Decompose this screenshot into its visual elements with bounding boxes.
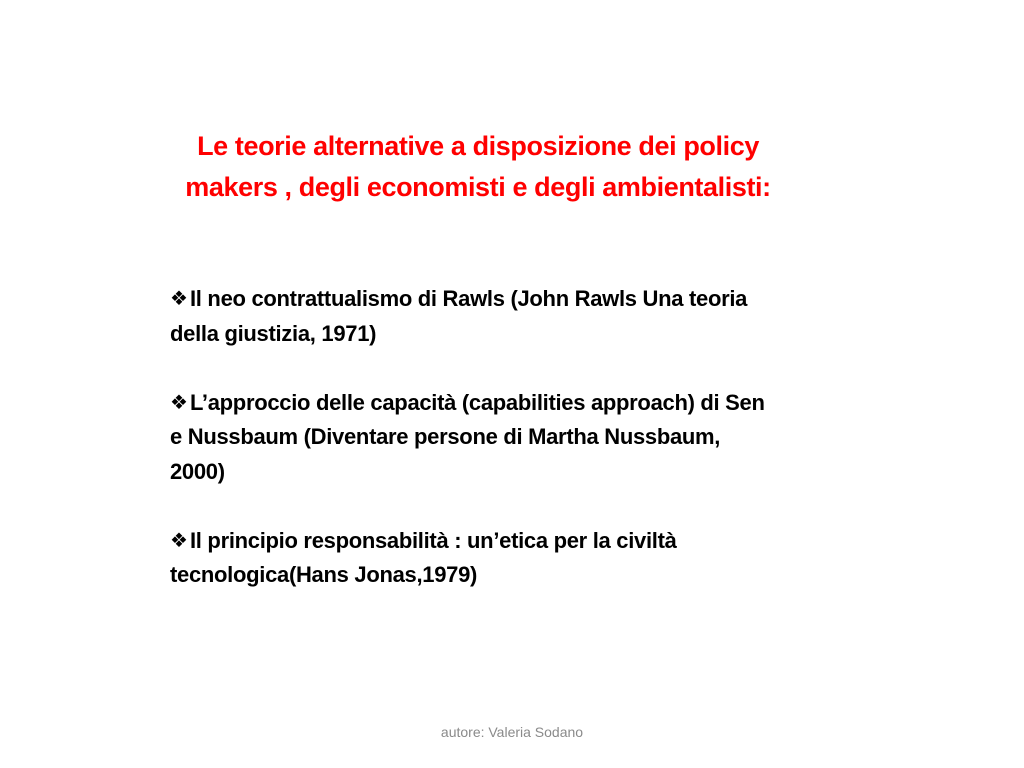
- slide-title: Le teorie alternative a disposizione dei policy makers , degli economisti e degli ambientalisti:: [185, 131, 771, 202]
- footer-author: autore: Valeria Sodano: [440, 724, 584, 740]
- diamond-bullet-icon: ❖: [170, 391, 188, 414]
- bullet-list: [170, 282, 780, 627]
- list-item: [170, 386, 780, 490]
- diamond-bullet-icon: ❖: [170, 529, 188, 552]
- bullet-text: Il neo contrattualismo di Rawls (John Rawls Una teoria della giustizia, 1971): [170, 286, 748, 346]
- list-item: [170, 524, 780, 593]
- diamond-bullet-icon: ❖: [170, 288, 188, 310]
- list-item: [170, 282, 780, 351]
- bullet-text: Il principio responsabilità : un’etica per la civiltà tecnologica(Hans Jonas,1979): [170, 527, 677, 587]
- bullet-text: L’approccio delle capacità (capabilities approach) di Sen e Nussbaum (Diventare persone di Martha Nussbaum, 2000): [170, 389, 765, 484]
